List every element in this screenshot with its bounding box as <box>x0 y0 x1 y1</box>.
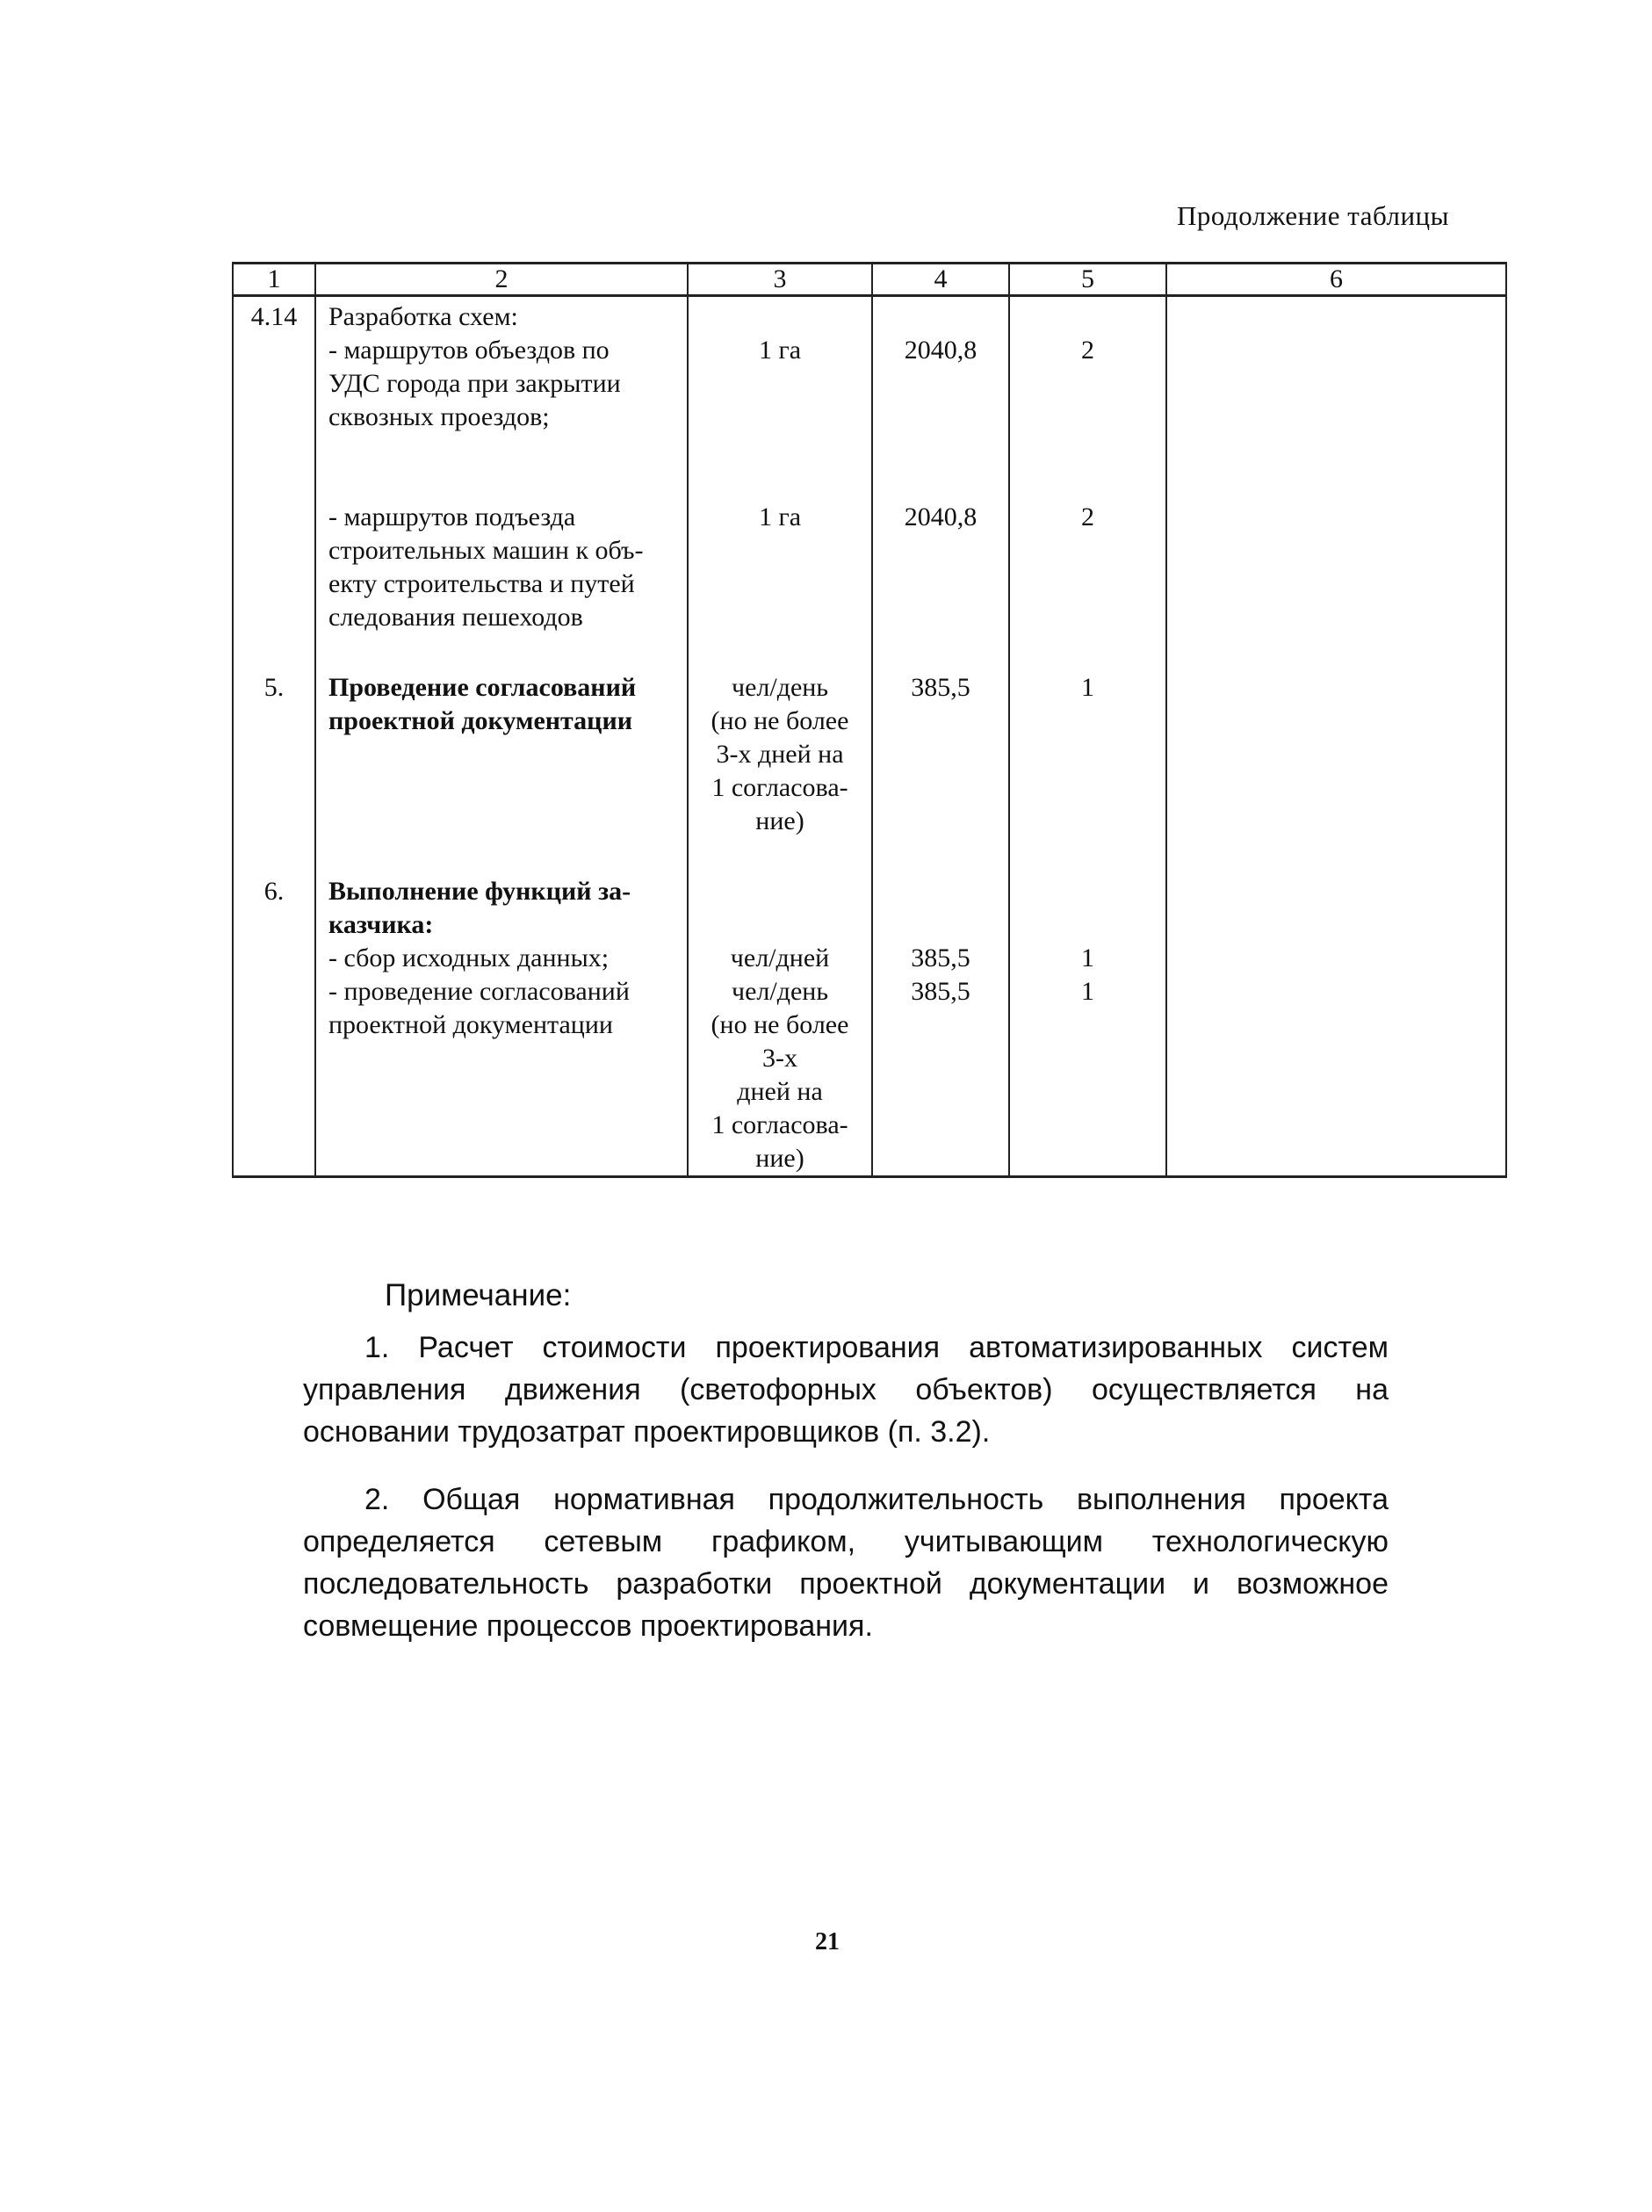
page-number: 21 <box>815 1928 840 1955</box>
name-line: проектной документации <box>328 706 633 735</box>
table-row <box>233 296 1506 635</box>
work-name <box>315 634 688 838</box>
unit-text: 1 га <box>758 336 802 365</box>
unit-text: 3-х дней на <box>716 740 844 769</box>
value-text: 385,5 <box>911 977 970 1006</box>
name-line-bold: казчика: <box>328 910 434 939</box>
unit-text: 1 согласова- <box>711 1110 848 1139</box>
col5-text: 1 <box>1081 673 1094 702</box>
name-line: следования пешеходов <box>328 603 583 632</box>
name-line: - маршрутов подъезда <box>328 502 576 531</box>
row-number-text: 5. <box>263 673 285 702</box>
unit-cell <box>688 838 872 1177</box>
name-line: проектной документации <box>328 1010 613 1039</box>
work-name <box>315 296 688 635</box>
unit-text: 1 га <box>758 502 802 531</box>
unit-cell <box>688 296 872 635</box>
col-header-6: 6 <box>1166 264 1506 296</box>
unit-text: чел/день <box>731 977 829 1006</box>
value-text: 2040,8 <box>904 502 977 531</box>
value-text: 385,5 <box>911 943 970 972</box>
unit-text: чел/день <box>731 673 829 702</box>
value-cell <box>872 634 1009 838</box>
name-line: - проведение согласований <box>328 977 630 1006</box>
row-number <box>233 838 315 1177</box>
col5-cell <box>1009 634 1166 838</box>
note-paragraph-2-text: 2. Общая нормативная продолжительность выполнения проекта определяется сетевым графиком, учитывающим технологическую последовательность разработки проектной документации и возможное совмещение процессов проектирования. <box>303 1483 1389 1643</box>
row-number <box>233 296 315 635</box>
col6-cell <box>1166 838 1506 1177</box>
name-line: УДС города при закрытии <box>328 369 621 398</box>
name-line: - маршрутов объездов по <box>328 336 610 365</box>
name-line: строительных машин к объ- <box>328 536 644 565</box>
unit-text: (но не более <box>711 706 849 735</box>
norms-table <box>232 262 1507 1178</box>
table-header-row <box>233 264 1506 296</box>
row-number <box>233 634 315 838</box>
col-header-4: 4 <box>872 264 1009 296</box>
col6-cell <box>1166 296 1506 635</box>
col5-cell <box>1009 838 1166 1177</box>
col5-text: 1 <box>1081 943 1094 972</box>
note-paragraph-1 <box>303 1326 1389 1453</box>
name-line: Разработка схем: <box>328 302 518 331</box>
unit-text: чел/дней <box>730 943 830 972</box>
name-line: екту строительства и путей <box>328 569 635 598</box>
note-title: Примечание: <box>385 1278 572 1312</box>
unit-text: (но не более <box>711 1010 849 1039</box>
unit-cell <box>688 634 872 838</box>
value-text: 2040,8 <box>904 336 977 365</box>
row-number-text: 6. <box>263 877 285 906</box>
name-line: сквозных проездов; <box>328 402 550 431</box>
name-line: - сбор исходных данных; <box>328 943 610 972</box>
name-line-bold: Выполнение функций за- <box>328 877 631 906</box>
unit-text: 3-х <box>762 1044 797 1073</box>
value-cell <box>872 296 1009 635</box>
table-row <box>233 838 1506 1177</box>
col-header-5: 5 <box>1009 264 1166 296</box>
table-row <box>233 634 1506 838</box>
unit-text: ние) <box>755 806 804 835</box>
work-name <box>315 838 688 1177</box>
unit-text: дней на <box>737 1077 823 1106</box>
col5-text: 2 <box>1081 336 1094 365</box>
value-cell <box>872 838 1009 1177</box>
note-paragraph-2 <box>303 1478 1389 1647</box>
unit-text: ние) <box>755 1144 804 1173</box>
row-number-text: 4.14 <box>250 302 298 331</box>
col5-cell <box>1009 296 1166 635</box>
note-paragraph-1-text: 1. Расчет стоимости проектирования автоматизированных систем управления движения (светофорных объектов) осуществляется на основании трудозатрат проектировщиков (п. 3.2). <box>303 1331 1389 1449</box>
name-line: Проведение согласований <box>328 673 637 702</box>
col5-text: 1 <box>1081 977 1094 1006</box>
col-header-2: 2 <box>315 264 688 296</box>
unit-text: 1 согласова- <box>711 773 848 802</box>
col-header-1: 1 <box>233 264 315 296</box>
col6-cell <box>1166 634 1506 838</box>
continuation-label: Продолжение таблицы <box>1177 200 1449 231</box>
col5-text: 2 <box>1081 502 1094 531</box>
col-header-3: 3 <box>688 264 872 296</box>
value-text: 385,5 <box>911 673 970 702</box>
